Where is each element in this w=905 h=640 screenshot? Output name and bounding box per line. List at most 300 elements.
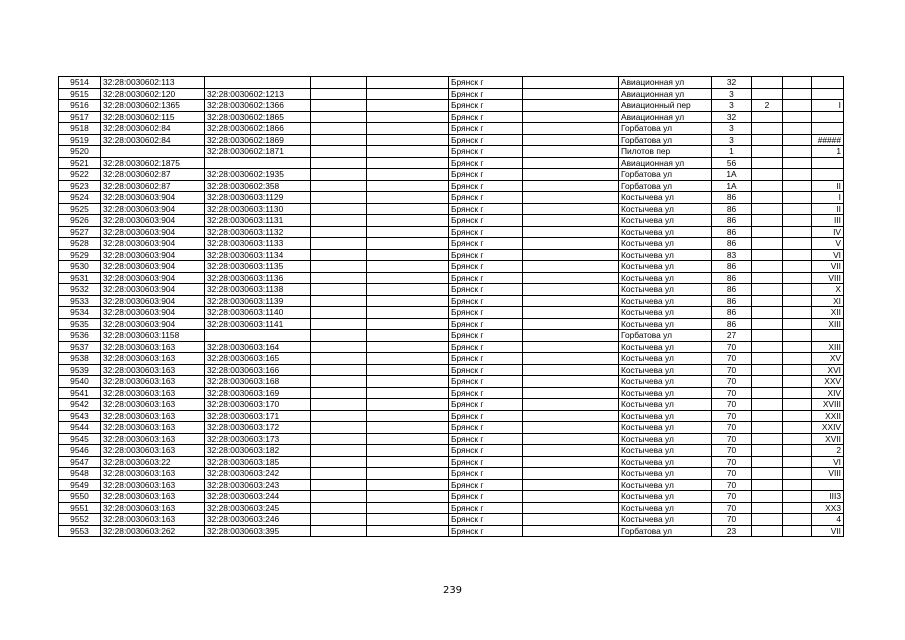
building — [752, 502, 783, 514]
row-number: 9523 — [59, 180, 101, 192]
city: Брянск г — [449, 169, 523, 181]
premises: V — [812, 238, 844, 250]
empty-cell — [367, 272, 449, 284]
row-number: 9518 — [59, 123, 101, 135]
table-row — [59, 111, 844, 123]
building — [752, 353, 783, 365]
empty-cell — [523, 307, 619, 319]
row-number: 9528 — [59, 238, 101, 250]
empty-cell — [783, 123, 812, 135]
empty-cell — [783, 330, 812, 342]
empty-cell — [311, 376, 367, 388]
premises — [812, 479, 844, 491]
table-row — [59, 330, 844, 342]
empty-cell — [311, 238, 367, 250]
premises: XVIII — [812, 399, 844, 411]
empty-cell — [523, 226, 619, 238]
empty-cell — [523, 215, 619, 227]
house-number: 86 — [712, 318, 752, 330]
street: Авиационная ул — [619, 77, 712, 89]
parent-cadastral-number: 32:28:0030602:113 — [101, 77, 205, 89]
street: Авиационный пер — [619, 100, 712, 112]
premises: II — [812, 203, 844, 215]
empty-cell — [311, 100, 367, 112]
empty-cell — [523, 134, 619, 146]
empty-cell — [783, 238, 812, 250]
row-number: 9548 — [59, 468, 101, 480]
empty-cell — [311, 353, 367, 365]
parent-cadastral-number: 32:28:0030602:84 — [101, 123, 205, 135]
empty-cell — [311, 134, 367, 146]
empty-cell — [783, 284, 812, 296]
street: Горбатова ул — [619, 134, 712, 146]
building — [752, 387, 783, 399]
parent-cadastral-number: 32:28:0030603:904 — [101, 215, 205, 227]
premises: XIII — [812, 318, 844, 330]
empty-cell — [523, 88, 619, 100]
empty-cell — [367, 169, 449, 181]
building — [752, 203, 783, 215]
empty-cell — [311, 422, 367, 434]
city: Брянск г — [449, 364, 523, 376]
empty-cell — [523, 284, 619, 296]
empty-cell — [783, 376, 812, 388]
table-row — [59, 169, 844, 181]
house-number: 86 — [712, 192, 752, 204]
empty-cell — [523, 456, 619, 468]
parent-cadastral-number: 32:28:0030603:262 — [101, 525, 205, 537]
empty-cell — [783, 77, 812, 89]
empty-cell — [367, 157, 449, 169]
house-number: 70 — [712, 341, 752, 353]
empty-cell — [783, 192, 812, 204]
house-number: 86 — [712, 295, 752, 307]
premises — [812, 157, 844, 169]
empty-cell — [783, 353, 812, 365]
city: Брянск г — [449, 100, 523, 112]
cadastral-number: 32:28:0030603:172 — [205, 422, 311, 434]
building — [752, 146, 783, 158]
table-row — [59, 215, 844, 227]
parent-cadastral-number: 32:28:0030603:163 — [101, 422, 205, 434]
empty-cell — [523, 422, 619, 434]
empty-cell — [783, 445, 812, 457]
cadastral-number: 32:28:0030602:1869 — [205, 134, 311, 146]
premises: III — [812, 215, 844, 227]
empty-cell — [367, 468, 449, 480]
page-number: 239 — [442, 585, 463, 596]
row-number: 9549 — [59, 479, 101, 491]
parent-cadastral-number — [101, 146, 205, 158]
house-number: 56 — [712, 157, 752, 169]
row-number: 9524 — [59, 192, 101, 204]
row-number: 9534 — [59, 307, 101, 319]
table-row — [59, 433, 844, 445]
empty-cell — [523, 180, 619, 192]
city: Брянск г — [449, 399, 523, 411]
empty-cell — [523, 111, 619, 123]
cadastral-number: 32:28:0030603:1129 — [205, 192, 311, 204]
city: Брянск г — [449, 525, 523, 537]
empty-cell — [523, 318, 619, 330]
row-number: 9517 — [59, 111, 101, 123]
empty-cell — [311, 468, 367, 480]
building — [752, 307, 783, 319]
cadastral-number: 32:28:0030603:169 — [205, 387, 311, 399]
building — [752, 123, 783, 135]
parent-cadastral-number: 32:28:0030603:904 — [101, 272, 205, 284]
house-number: 3 — [712, 100, 752, 112]
empty-cell — [311, 307, 367, 319]
empty-cell — [311, 445, 367, 457]
premises: ##### — [812, 134, 844, 146]
table-row — [59, 525, 844, 537]
city: Брянск г — [449, 307, 523, 319]
row-number: 9544 — [59, 422, 101, 434]
empty-cell — [783, 410, 812, 422]
street: Пилотов пер — [619, 146, 712, 158]
row-number: 9515 — [59, 88, 101, 100]
empty-cell — [311, 88, 367, 100]
street: Костычева ул — [619, 203, 712, 215]
empty-cell — [311, 123, 367, 135]
building — [752, 180, 783, 192]
building — [752, 272, 783, 284]
cadastral-number: 32:28:0030603:1130 — [205, 203, 311, 215]
street: Костычева ул — [619, 238, 712, 250]
empty-cell — [783, 180, 812, 192]
row-number: 9553 — [59, 525, 101, 537]
empty-cell — [367, 146, 449, 158]
table-row — [59, 479, 844, 491]
city: Брянск г — [449, 203, 523, 215]
row-number: 9545 — [59, 433, 101, 445]
table-row — [59, 180, 844, 192]
city: Брянск г — [449, 249, 523, 261]
cadastral-number: 32:28:0030603:1132 — [205, 226, 311, 238]
empty-cell — [523, 238, 619, 250]
premises: VI — [812, 456, 844, 468]
empty-cell — [783, 295, 812, 307]
cadastral-number: 32:28:0030603:1141 — [205, 318, 311, 330]
house-number: 70 — [712, 376, 752, 388]
cadastral-number: 32:28:0030603:395 — [205, 525, 311, 537]
empty-cell — [367, 341, 449, 353]
building — [752, 77, 783, 89]
cadastral-number — [205, 330, 311, 342]
empty-cell — [367, 422, 449, 434]
cadastral-number: 32:28:0030603:1135 — [205, 261, 311, 273]
premises: 4 — [812, 514, 844, 526]
parent-cadastral-number: 32:28:0030602:84 — [101, 134, 205, 146]
street: Костычева ул — [619, 364, 712, 376]
building — [752, 215, 783, 227]
street: Костычева ул — [619, 341, 712, 353]
parent-cadastral-number: 32:28:0030603:904 — [101, 295, 205, 307]
building — [752, 261, 783, 273]
empty-cell — [783, 307, 812, 319]
street: Костычева ул — [619, 491, 712, 503]
city: Брянск г — [449, 502, 523, 514]
row-number: 9546 — [59, 445, 101, 457]
cadastral-number: 32:28:0030603:182 — [205, 445, 311, 457]
cadastral-number: 32:28:0030602:358 — [205, 180, 311, 192]
house-number: 32 — [712, 111, 752, 123]
empty-cell — [783, 468, 812, 480]
cadastral-number: 32:28:0030603:165 — [205, 353, 311, 365]
parent-cadastral-number: 32:28:0030603:163 — [101, 468, 205, 480]
table-row — [59, 468, 844, 480]
row-number: 9538 — [59, 353, 101, 365]
empty-cell — [523, 203, 619, 215]
building — [752, 410, 783, 422]
table-row — [59, 284, 844, 296]
premises: XVII — [812, 433, 844, 445]
premises — [812, 111, 844, 123]
empty-cell — [311, 433, 367, 445]
empty-cell — [311, 318, 367, 330]
empty-cell — [783, 249, 812, 261]
house-number: 86 — [712, 203, 752, 215]
cadastral-number: 32:28:0030603:1140 — [205, 307, 311, 319]
row-number: 9526 — [59, 215, 101, 227]
empty-cell — [367, 514, 449, 526]
street: Костычева ул — [619, 215, 712, 227]
empty-cell — [367, 399, 449, 411]
building — [752, 295, 783, 307]
city: Брянск г — [449, 192, 523, 204]
house-number: 3 — [712, 123, 752, 135]
parent-cadastral-number: 32:28:0030603:163 — [101, 491, 205, 503]
empty-cell — [523, 410, 619, 422]
row-number: 9537 — [59, 341, 101, 353]
street: Костычева ул — [619, 479, 712, 491]
house-number: 70 — [712, 502, 752, 514]
city: Брянск г — [449, 330, 523, 342]
row-number: 9535 — [59, 318, 101, 330]
empty-cell — [523, 341, 619, 353]
empty-cell — [523, 353, 619, 365]
empty-cell — [783, 514, 812, 526]
table-row — [59, 502, 844, 514]
premises: XXV — [812, 376, 844, 388]
premises: VII — [812, 261, 844, 273]
table-row — [59, 491, 844, 503]
premises: II — [812, 180, 844, 192]
empty-cell — [311, 284, 367, 296]
empty-cell — [311, 502, 367, 514]
building — [752, 341, 783, 353]
empty-cell — [783, 226, 812, 238]
street: Костычева ул — [619, 307, 712, 319]
building — [752, 514, 783, 526]
cadastral-number: 32:28:0030602:1866 — [205, 123, 311, 135]
table-row — [59, 387, 844, 399]
empty-cell — [523, 169, 619, 181]
empty-cell — [311, 192, 367, 204]
premises — [812, 123, 844, 135]
empty-cell — [311, 364, 367, 376]
table-row — [59, 376, 844, 388]
empty-cell — [783, 169, 812, 181]
city: Брянск г — [449, 215, 523, 227]
building — [752, 318, 783, 330]
city: Брянск г — [449, 318, 523, 330]
empty-cell — [367, 111, 449, 123]
city: Брянск г — [449, 491, 523, 503]
parent-cadastral-number: 32:28:0030603:163 — [101, 410, 205, 422]
street: Костычева ул — [619, 468, 712, 480]
premises: XX3 — [812, 502, 844, 514]
house-number: 1А — [712, 169, 752, 181]
table-row — [59, 261, 844, 273]
building — [752, 456, 783, 468]
row-number: 9543 — [59, 410, 101, 422]
house-number: 70 — [712, 353, 752, 365]
premises: XIII — [812, 341, 844, 353]
house-number: 70 — [712, 410, 752, 422]
city: Брянск г — [449, 341, 523, 353]
parent-cadastral-number: 32:28:0030603:163 — [101, 364, 205, 376]
city: Брянск г — [449, 261, 523, 273]
cadastral-number: 32:28:0030602:1935 — [205, 169, 311, 181]
empty-cell — [523, 100, 619, 112]
building — [752, 525, 783, 537]
street: Авиационная ул — [619, 88, 712, 100]
city: Брянск г — [449, 88, 523, 100]
house-number: 23 — [712, 525, 752, 537]
register-table — [58, 76, 844, 537]
empty-cell — [367, 226, 449, 238]
empty-cell — [367, 445, 449, 457]
building — [752, 169, 783, 181]
empty-cell — [783, 525, 812, 537]
cadastral-number: 32:28:0030603:164 — [205, 341, 311, 353]
house-number: 70 — [712, 479, 752, 491]
empty-cell — [311, 157, 367, 169]
building — [752, 134, 783, 146]
row-number: 9532 — [59, 284, 101, 296]
empty-cell — [311, 169, 367, 181]
cadastral-number: 32:28:0030603:245 — [205, 502, 311, 514]
table-row — [59, 318, 844, 330]
building — [752, 111, 783, 123]
empty-cell — [783, 203, 812, 215]
parent-cadastral-number: 32:28:0030603:904 — [101, 226, 205, 238]
row-number: 9550 — [59, 491, 101, 503]
row-number: 9522 — [59, 169, 101, 181]
cadastral-number: 32:28:0030603:170 — [205, 399, 311, 411]
street: Костычева ул — [619, 318, 712, 330]
house-number: 70 — [712, 456, 752, 468]
street: Костычева ул — [619, 399, 712, 411]
house-number: 86 — [712, 215, 752, 227]
city: Брянск г — [449, 410, 523, 422]
row-number: 9514 — [59, 77, 101, 89]
street: Костычева ул — [619, 387, 712, 399]
table-row — [59, 341, 844, 353]
building — [752, 226, 783, 238]
empty-cell — [783, 456, 812, 468]
premises — [812, 88, 844, 100]
house-number: 70 — [712, 364, 752, 376]
city: Брянск г — [449, 157, 523, 169]
parent-cadastral-number: 32:28:0030603:163 — [101, 502, 205, 514]
city: Брянск г — [449, 180, 523, 192]
empty-cell — [523, 491, 619, 503]
premises: VII — [812, 525, 844, 537]
empty-cell — [523, 479, 619, 491]
street: Костычева ул — [619, 192, 712, 204]
city: Брянск г — [449, 422, 523, 434]
empty-cell — [783, 215, 812, 227]
cadastral-number: 32:28:0030603:168 — [205, 376, 311, 388]
empty-cell — [367, 353, 449, 365]
parent-cadastral-number: 32:28:0030603:904 — [101, 203, 205, 215]
empty-cell — [311, 77, 367, 89]
house-number: 86 — [712, 272, 752, 284]
city: Брянск г — [449, 238, 523, 250]
street: Костычева ул — [619, 410, 712, 422]
cadastral-number: 32:28:0030602:1366 — [205, 100, 311, 112]
empty-cell — [311, 456, 367, 468]
premises: VI — [812, 249, 844, 261]
city: Брянск г — [449, 111, 523, 123]
empty-cell — [783, 502, 812, 514]
empty-cell — [523, 295, 619, 307]
empty-cell — [523, 502, 619, 514]
empty-cell — [311, 272, 367, 284]
empty-cell — [367, 433, 449, 445]
building — [752, 238, 783, 250]
table-row — [59, 353, 844, 365]
empty-cell — [783, 100, 812, 112]
cadastral-number: 32:28:0030603:242 — [205, 468, 311, 480]
city: Брянск г — [449, 272, 523, 284]
row-number: 9527 — [59, 226, 101, 238]
parent-cadastral-number: 32:28:0030603:163 — [101, 399, 205, 411]
house-number: 70 — [712, 399, 752, 411]
street: Горбатова ул — [619, 330, 712, 342]
street: Костычева ул — [619, 502, 712, 514]
house-number: 70 — [712, 387, 752, 399]
premises: 2 — [812, 445, 844, 457]
empty-cell — [783, 318, 812, 330]
empty-cell — [311, 410, 367, 422]
empty-cell — [367, 238, 449, 250]
row-number: 9520 — [59, 146, 101, 158]
row-number: 9547 — [59, 456, 101, 468]
empty-cell — [367, 479, 449, 491]
city: Брянск г — [449, 456, 523, 468]
empty-cell — [311, 525, 367, 537]
parent-cadastral-number: 32:28:0030602:1365 — [101, 100, 205, 112]
empty-cell — [523, 399, 619, 411]
building — [752, 376, 783, 388]
premises — [812, 169, 844, 181]
street: Горбатова ул — [619, 525, 712, 537]
building — [752, 330, 783, 342]
street: Костычева ул — [619, 422, 712, 434]
parent-cadastral-number: 32:28:0030603:904 — [101, 238, 205, 250]
cadastral-number: 32:28:0030602:1865 — [205, 111, 311, 123]
city: Брянск г — [449, 123, 523, 135]
empty-cell — [367, 295, 449, 307]
house-number: 1 — [712, 146, 752, 158]
city: Брянск г — [449, 295, 523, 307]
house-number: 70 — [712, 491, 752, 503]
premises: XV — [812, 353, 844, 365]
